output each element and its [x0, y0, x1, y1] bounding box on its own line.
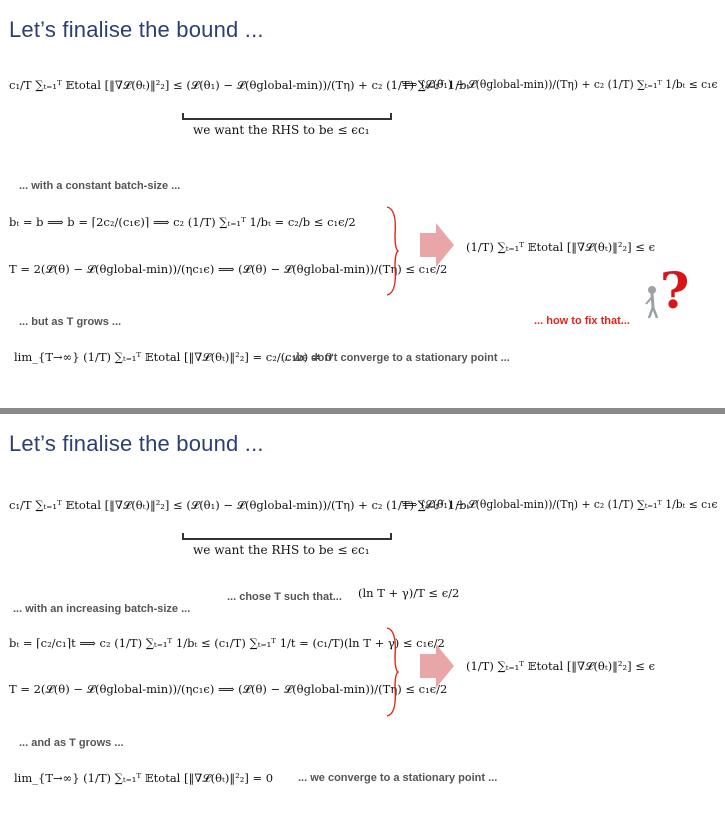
eq-choose-T: T = 2(𝓛(θ) − 𝓛(θglobal-min))/(ηc₁ϵ) ⟹ (𝓛(θ) − 𝓛(θglobal-min))/(Tη) ≤ c₁ϵ/2	[9, 262, 448, 276]
slide-increasing-batch	[0, 414, 725, 819]
underbrace-tick-right	[390, 113, 392, 119]
underbrace-label: we want the RHS to be ≤ ϵc₁	[193, 123, 370, 137]
result-bound: (1/T) ∑ₜ₌₁ᵀ 𝔼total [‖∇𝓛(θₜ)‖²₂] ≤ ϵ	[466, 659, 656, 673]
right-brace-icon	[385, 626, 399, 718]
note-T-grows: ... but as T grows ...	[19, 316, 122, 328]
eq-constant-batch: bₜ = b ⟹ b = ⌈2c₂/(c₁ϵ)⌉ ⟹ c₂ (1/T) ∑ₜ₌₁ᵀ 1/bₜ = c₂/b ≤ c₁ϵ/2	[9, 215, 356, 229]
result-bound: (1/T) ∑ₜ₌₁ᵀ 𝔼total [‖∇𝓛(θₜ)‖²₂] ≤ ϵ	[466, 240, 656, 254]
limit-zero: lim_{T→∞} (1/T) ∑ₜ₌₁ᵀ 𝔼total [‖∇𝓛(θₜ)‖²₂] = 0	[14, 771, 274, 785]
main-inequality-lhs: c₁/T ∑ₜ₌₁ᵀ 𝔼total [‖∇𝓛(θₜ)‖²₂] ≤ (𝓛(θ₁) − 𝓛(θglobal-min))/(Tη) + c₂ (1/T) ∑ₜ₌₁ᵀ 1/bₜ	[9, 78, 470, 92]
note-no-convergence: ... we don't converge to a stationary point ...	[281, 352, 510, 364]
main-inequality-rhs: ⟹ (𝓛(θ₁) − 𝓛(θglobal-min))/(Tη) + c₂ (1/T) ∑ₜ₌₁ᵀ 1/bₜ ≤ c₁ϵ	[402, 78, 718, 91]
eq-increasing-batch: bₜ = ⌈c₂/c₁⌉t ⟹ c₂ (1/T) ∑ₜ₌₁ᵀ 1/bₜ ≤ (c₁/T) ∑ₜ₌₁ᵀ 1/t = (c₁/T)(ln T + γ) ≤ c₁ϵ/2	[9, 636, 445, 650]
main-inequality-lhs: c₁/T ∑ₜ₌₁ᵀ 𝔼total [‖∇𝓛(θₜ)‖²₂] ≤ (𝓛(θ₁) − 𝓛(θglobal-min))/(Tη) + c₂ (1/T) ∑ₜ₌₁ᵀ 1/bₜ	[9, 498, 470, 512]
slide-title: Let’s finalise the bound ...	[9, 17, 264, 42]
underbrace-line	[182, 538, 392, 540]
choose-T-condition: (ln T + γ)/T ≤ ϵ/2	[358, 586, 460, 600]
underbrace-tick-left	[182, 113, 184, 119]
limit-nonzero: lim_{T→∞} (1/T) ∑ₜ₌₁ᵀ 𝔼total [‖∇𝓛(θₜ)‖²₂] = c₂/(c₁b) ≠ 0	[14, 350, 333, 364]
implies-arrow-icon	[420, 223, 454, 267]
note-increasing-batch: ... with an increasing batch-size ...	[13, 603, 191, 615]
right-brace-icon	[385, 205, 399, 297]
note-choose-T: ... chose T such that...	[227, 591, 342, 603]
underbrace-label: we want the RHS to be ≤ ϵc₁	[193, 543, 370, 557]
note-constant-batch: ... with a constant batch-size ...	[19, 180, 181, 192]
note-T-grows: ... and as T grows ...	[19, 737, 124, 749]
underbrace-tick-left	[182, 533, 184, 539]
main-inequality-rhs: ⟹ (𝓛(θ₁) − 𝓛(θglobal-min))/(Tη) + c₂ (1/T) ∑ₜ₌₁ᵀ 1/bₜ ≤ c₁ϵ	[402, 498, 718, 511]
thinking-figure-question-mark-icon	[640, 262, 696, 320]
implies-arrow-icon	[420, 644, 454, 688]
underbrace-tick-right	[390, 533, 392, 539]
svg-text:?: ?	[660, 261, 690, 320]
eq-choose-T: T = 2(𝓛(θ) − 𝓛(θglobal-min))/(ηc₁ϵ) ⟹ (𝓛(θ) − 𝓛(θglobal-min))/(Tη) ≤ c₁ϵ/2	[9, 682, 448, 696]
note-how-to-fix: ... how to fix that...	[534, 315, 630, 327]
slide-constant-batch	[0, 0, 725, 405]
underbrace-line	[182, 118, 392, 120]
slide-title: Let’s finalise the bound ...	[9, 431, 264, 456]
note-convergence: ... we converge to a stationary point ...	[298, 772, 498, 784]
